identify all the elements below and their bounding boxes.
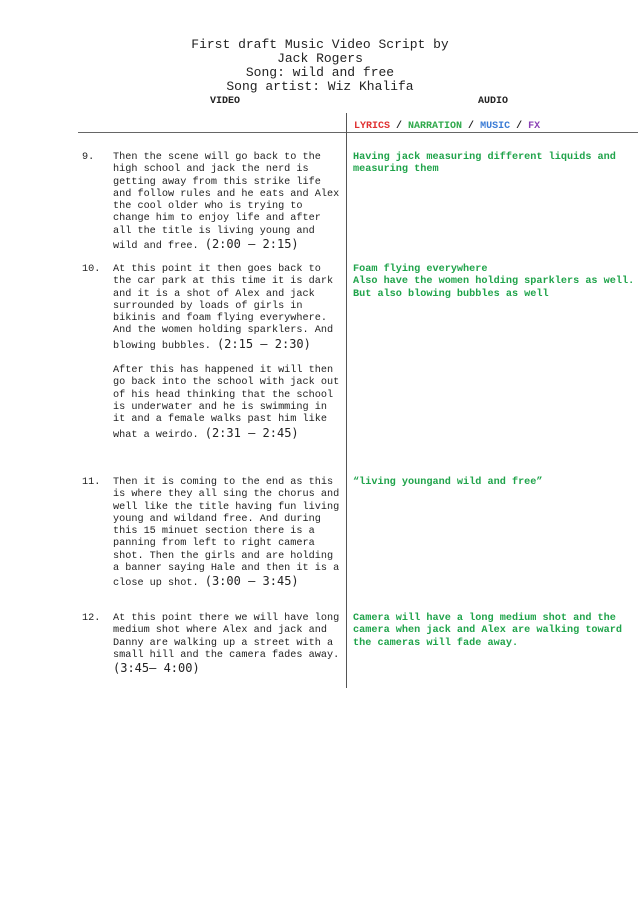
scene-video-text [113, 264, 345, 442]
timecode: (2:15 – 2:30) [216, 336, 311, 351]
legend-music: MUSIC [480, 121, 511, 132]
scene-video-text [113, 152, 345, 253]
timecode: (3:00 – 3:45) [204, 574, 299, 589]
audio-line: Foam flying everywhere [353, 264, 488, 275]
column-divider [346, 113, 347, 688]
legend-separator: / [462, 121, 481, 132]
scene-number: 11. [82, 477, 101, 488]
scene-audio [353, 152, 635, 177]
scene-number: 10. [82, 264, 101, 275]
scene-audio [353, 264, 635, 301]
legend-lyrics: LYRICS [354, 121, 391, 132]
timecode: (2:00 – 2:15) [204, 237, 299, 252]
legend-separator: / [390, 121, 409, 132]
scene-audio [353, 477, 635, 489]
audio-line: Also have the women holding sparklers as well. But also blowing bubbles as well [353, 276, 635, 300]
scene-description: At this point there we will have long medium shot where Alex and jack and Danny are walking up a street with a small hill and the camera fades away. [113, 613, 340, 661]
title-line: Jack Rogers [277, 51, 363, 66]
header-divider [78, 132, 638, 133]
legend-separator: / [510, 121, 529, 132]
legend-narration: NARRATION [408, 121, 463, 132]
scene-number: 9. [82, 152, 95, 163]
scene-description: After this has happened it will then go back into the school with jack out of his head thinking that the school is underwater and he is swimming in it and a female walks past him like what a weirdo. [113, 365, 340, 441]
audio-column-header: AUDIO [478, 96, 509, 107]
audio-line: “living youngand wild and free” [353, 477, 543, 488]
audio-line: Having jack measuring different liquids and measuring them [353, 152, 616, 176]
title-line: First draft Music Video Script by [191, 37, 449, 52]
scene-description: Then it is coming to the end as this is where they all sing the chorus and well like the title having fun living young and wildand free. And during this 15 minuet section there is a panning from left to right camera shot. Then the girls and are holding a banner saying Hale and then it is a close up shot. [113, 477, 340, 590]
audio-legend [354, 121, 540, 132]
scene-audio [353, 613, 635, 650]
scene-number: 12. [82, 613, 101, 624]
scene-video-text [113, 477, 345, 591]
video-column-header: VIDEO [210, 96, 241, 107]
timecode: (3:45– 4:00) [113, 661, 200, 676]
timecode: (2:31 – 2:45) [204, 425, 299, 440]
scene-description: Then the scene will go back to the high school and jack the nerd is getting away from this strike life and follow rules and he eats and Alex the cool older who is trying to change him to enjoy life and after all the title is living young and wild and free. [113, 152, 340, 253]
title-line: Song artist: Wiz Khalifa [226, 79, 414, 94]
title-line: Song: wild and free [245, 65, 395, 80]
document-title [150, 38, 490, 94]
scene-video-text [113, 613, 345, 677]
audio-line: Camera will have a long medium shot and the camera when jack and Alex are walking toward the cameras will fade away. [353, 613, 622, 649]
scene-description: At this point it then goes back to the car park at this time it is dark and it is a shot of Alex and jack surrounded by loads of girls in bikinis and foam flying everywhere. And the women holding sparklers. And blowing bubbles. [113, 264, 334, 352]
legend-fx: FX [528, 121, 541, 132]
